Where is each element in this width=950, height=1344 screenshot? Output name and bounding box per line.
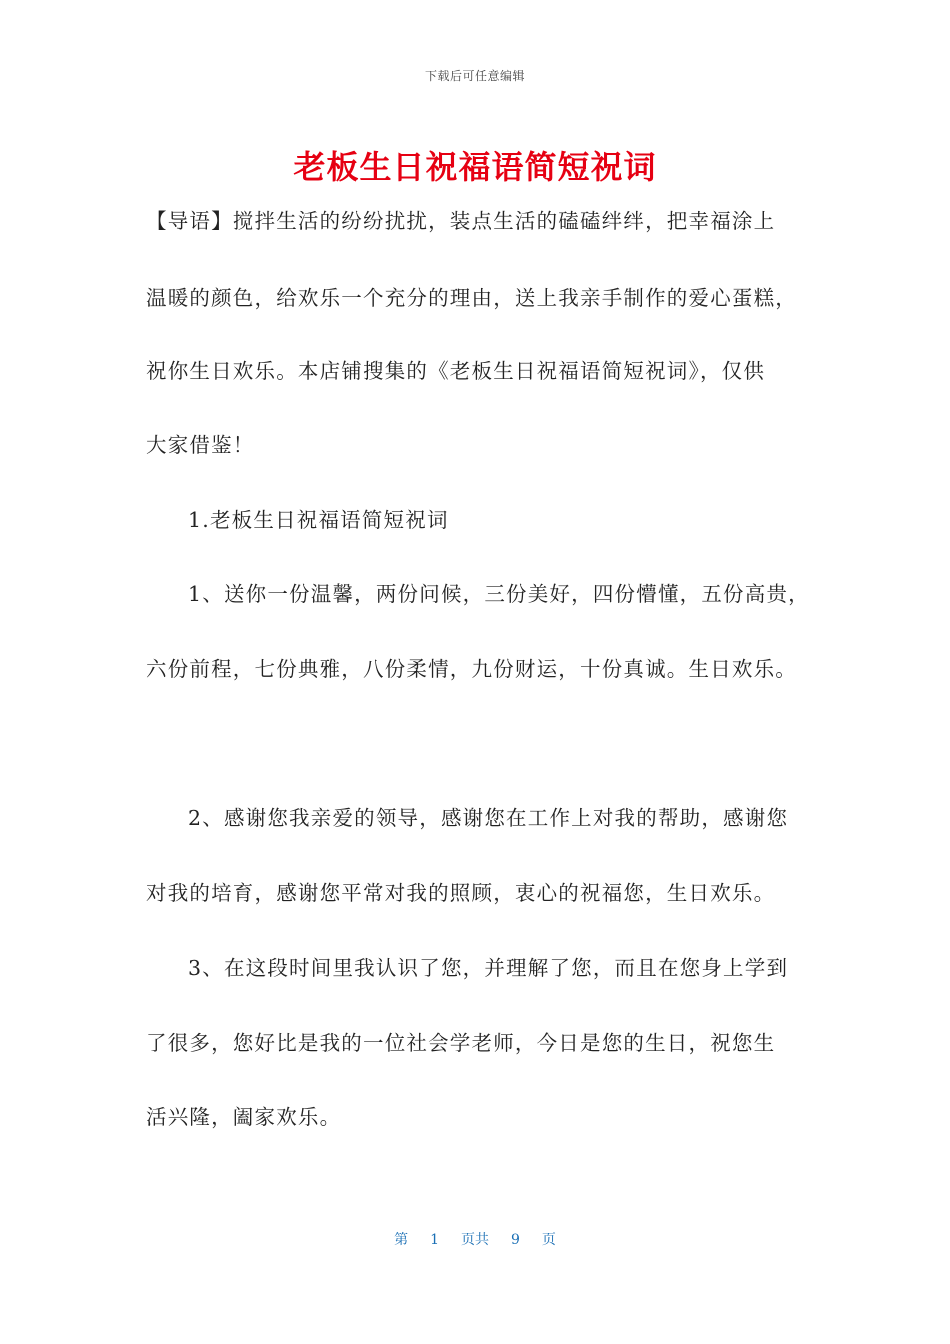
footer-total-pages: 9 bbox=[511, 1232, 520, 1248]
intro-line-3: 祝你生日欢乐。本店铺搜集的《老板生日祝福语简短祝词》，仅供 bbox=[146, 359, 766, 383]
item-1-line-1: 1、送你一份温馨，两份问候，三份美好，四份懵懂，五份高贵， bbox=[188, 582, 810, 606]
footer-label-end: 页 bbox=[541, 1232, 556, 1248]
item-3-line-3: 活兴隆，阖家欢乐。 bbox=[146, 1105, 342, 1129]
footer-label-of: 页共 bbox=[461, 1232, 489, 1248]
intro-line-1: 【导语】搅拌生活的纷纷扰扰，装点生活的磕磕绊绊，把幸福涂上 bbox=[146, 209, 776, 233]
footer-label-page: 第 bbox=[394, 1232, 409, 1248]
item-2-line-1: 2、感谢您我亲爱的领导，感谢您在工作上对我的帮助，感谢您 bbox=[188, 806, 789, 830]
intro-line-4: 大家借鉴！ bbox=[146, 433, 255, 457]
section-heading: 1.老板生日祝福语简短祝词 bbox=[188, 508, 449, 532]
document-title: 老板生日祝福语简短祝词 bbox=[293, 148, 657, 186]
item-2-line-2: 对我的培育，感谢您平常对我的照顾，衷心的祝福您，生日欢乐。 bbox=[146, 881, 776, 905]
item-3-line-2: 了很多，您好比是我的一位社会学老师，今日是您的生日，祝您生 bbox=[146, 1031, 776, 1055]
footer-current-page: 1 bbox=[430, 1232, 439, 1248]
item-3-line-1: 3、在这段时间里我认识了您，并理解了您，而且在您身上学到 bbox=[188, 956, 789, 980]
intro-line-2: 温暖的颜色，给欢乐一个充分的理由，送上我亲手制作的爱心蛋糕， bbox=[146, 286, 797, 310]
item-1-line-2: 六份前程，七份典雅，八份柔情，九份财运，十份真诚。生日欢乐。 bbox=[146, 657, 797, 681]
page-footer bbox=[0, 1229, 950, 1249]
header-note: 下载后可任意编辑 bbox=[424, 69, 525, 83]
